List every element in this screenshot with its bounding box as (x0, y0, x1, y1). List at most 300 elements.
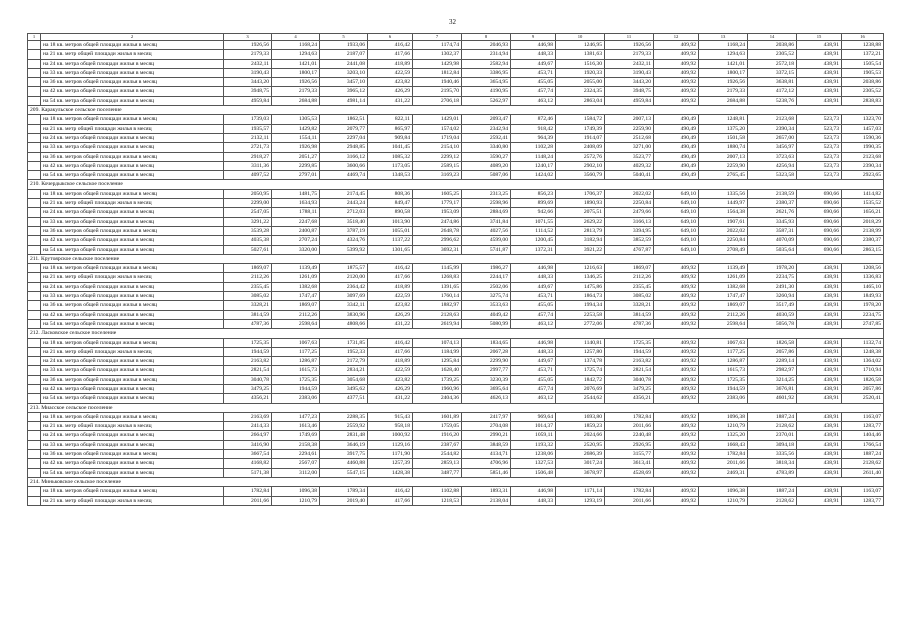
value-cell: 2417,97 (462, 412, 511, 421)
value-cell: 1184,99 (413, 347, 462, 356)
value-cell: 1429,01 (413, 115, 462, 124)
value-cell: 438,91 (797, 357, 842, 366)
value-cell: 463,12 (511, 319, 556, 328)
value-cell: 1014,37 (511, 422, 556, 431)
value-cell: 1782,84 (605, 487, 654, 496)
section-title: 213. Миасское сельское поселение (28, 403, 884, 412)
value-cell: 1168,24 (272, 41, 320, 50)
value-cell: 1327,53 (511, 459, 556, 468)
value-cell: 2057,86 (842, 384, 884, 393)
value-cell: 1601,89 (413, 412, 462, 421)
row-label: на 33 кв. метра общей площади жилья в месяц (41, 217, 224, 226)
row-number-cell (28, 273, 41, 282)
value-cell: 1725,35 (605, 338, 654, 347)
value-cell: 1760,14 (413, 292, 462, 301)
value-cell: 1725,35 (272, 375, 320, 384)
table-row (28, 496, 884, 505)
value-cell: 2299,90 (462, 357, 511, 366)
section-title: 211. Крутоярское сельское поселение (28, 254, 884, 263)
table-row (28, 199, 884, 208)
value-cell: 2383,06 (272, 394, 320, 403)
value-cell: 2474,86 (413, 217, 462, 226)
value-cell: 5238,76 (748, 96, 797, 105)
value-cell: 438,91 (797, 468, 842, 477)
value-cell: 1990,35 (842, 143, 884, 152)
value-cell: 1800,17 (272, 68, 320, 77)
value-cell: 2019,40 (320, 496, 368, 505)
value-cell: 3169,23 (413, 171, 462, 180)
value-cell: 856,23 (511, 189, 556, 198)
value-cell: 1719,04 (413, 133, 462, 142)
section-row (28, 403, 884, 412)
table-row (28, 292, 884, 301)
value-cell: 409,92 (654, 50, 699, 59)
value-cell: 1940,46 (413, 78, 462, 87)
value-cell: 3190,43 (605, 68, 654, 77)
value-cell: 1335,56 (699, 189, 748, 198)
value-cell: 1348,53 (368, 171, 413, 180)
value-cell: 1193,32 (511, 440, 556, 449)
table-row (28, 50, 884, 59)
value-cell: 453,71 (511, 366, 556, 375)
value-cell: 490,49 (654, 133, 699, 142)
value-cell: 1725,74 (556, 366, 605, 375)
value-cell: 2380,37 (748, 199, 797, 208)
row-label: на 33 кв. метра общей площади жилья в месяц (41, 366, 224, 375)
value-cell: 1590,36 (842, 133, 884, 142)
row-number-cell (28, 50, 41, 59)
value-cell: 2138,99 (842, 226, 884, 235)
value-cell: 2441,08 (320, 59, 368, 68)
row-number-cell (28, 96, 41, 105)
value-cell: 2250,84 (605, 199, 654, 208)
value-cell: 2520,41 (842, 394, 884, 403)
value-cell: 2112,26 (605, 273, 654, 282)
value-cell: 2288,35 (320, 412, 368, 421)
row-label: на 21 кв. метр общей площади жилья в месяц (41, 273, 224, 282)
value-cell: 2259,90 (699, 161, 748, 170)
value-cell: 2997,77 (462, 366, 511, 375)
value-cell: 1114,52 (511, 226, 556, 235)
column-number: 3 (224, 34, 272, 41)
value-cell: 2582,94 (462, 59, 511, 68)
value-cell: 3814,59 (605, 310, 654, 319)
tariff-table (27, 33, 884, 506)
row-number-cell (28, 292, 41, 301)
value-cell: 2404,36 (413, 394, 462, 403)
value-cell: 1177,25 (699, 347, 748, 356)
value-cell: 1102,28 (511, 143, 556, 152)
column-number: 15 (797, 34, 842, 41)
value-cell: 2704,08 (462, 422, 511, 431)
value-cell: 2657,00 (748, 133, 797, 142)
value-cell: 3921,22 (556, 245, 605, 254)
table-row (28, 357, 884, 366)
value-cell: 3386,95 (462, 68, 511, 77)
value-cell: 4783,89 (748, 468, 797, 477)
table-row (28, 338, 884, 347)
value-cell: 438,91 (797, 282, 842, 291)
value-cell: 1301,65 (368, 245, 413, 254)
value-cell: 2432,11 (224, 59, 272, 68)
value-cell: 4469,74 (320, 171, 368, 180)
value-cell: 4190,95 (462, 87, 511, 96)
value-cell: 4030,59 (748, 310, 797, 319)
value-cell: 438,91 (797, 68, 842, 77)
value-cell: 1404,46 (842, 431, 884, 440)
table-row (28, 161, 884, 170)
value-cell: 2120,00 (320, 273, 368, 282)
value-cell: 2863,04 (556, 96, 605, 105)
value-cell: 449,67 (511, 59, 556, 68)
value-cell: 431,22 (368, 394, 413, 403)
table-row (28, 394, 884, 403)
value-cell: 2813,79 (556, 226, 605, 235)
value-cell: 1137,22 (368, 236, 413, 245)
value-cell: 431,22 (368, 319, 413, 328)
value-cell: 690,66 (797, 245, 842, 254)
value-cell: 2772,06 (556, 319, 605, 328)
value-cell: 3560,79 (556, 171, 605, 180)
value-cell: 2093,47 (462, 115, 511, 124)
value-cell: 438,91 (797, 292, 842, 301)
value-cell: 1800,17 (699, 68, 748, 77)
value-cell: 3848,59 (462, 440, 511, 449)
value-cell: 418,89 (368, 59, 413, 68)
value-cell: 3260,94 (748, 292, 797, 301)
value-cell: 1766,54 (842, 440, 884, 449)
value-cell: 438,91 (797, 487, 842, 496)
value-cell: 1429,98 (413, 59, 462, 68)
value-cell: 5851,46 (462, 468, 511, 477)
value-cell: 649,10 (654, 217, 699, 226)
value-cell: 1725,35 (224, 338, 272, 347)
value-cell: 2400,87 (272, 226, 320, 235)
value-cell: 808,36 (368, 189, 413, 198)
value-cell: 409,92 (654, 450, 699, 459)
value-cell: 423,82 (368, 375, 413, 384)
row-number-cell (28, 264, 41, 273)
row-label: на 54 кв. метра общей площади жилья в месяц (41, 319, 224, 328)
value-cell: 1887,24 (748, 412, 797, 421)
value-cell: 1248,38 (842, 347, 884, 356)
value-cell: 2567,07 (272, 459, 320, 468)
row-number-cell (28, 422, 41, 431)
table-row (28, 459, 884, 468)
column-number: 16 (842, 34, 884, 41)
value-cell: 2721,73 (224, 143, 272, 152)
page-number: 32 (449, 18, 456, 26)
value-cell: 2512,68 (605, 133, 654, 142)
value-cell: 2234,75 (748, 273, 797, 282)
value-cell: 3479,25 (605, 384, 654, 393)
value-cell: 453,71 (511, 292, 556, 301)
column-number: 6 (368, 34, 413, 41)
row-label: на 24 кв. метра общей площади жилья в месяц (41, 133, 224, 142)
value-cell: 2380,37 (842, 236, 884, 245)
value-cell: 3443,20 (605, 78, 654, 87)
value-cell: 5040,41 (605, 171, 654, 180)
table-row (28, 78, 884, 87)
row-label: на 21 кв. метр общей площади жилья в месяц (41, 496, 224, 505)
value-cell: 690,66 (797, 236, 842, 245)
value-cell: 438,91 (797, 87, 842, 96)
value-cell: 1428,38 (368, 468, 413, 477)
section-row (28, 329, 884, 338)
value-cell: 3695,64 (462, 384, 511, 393)
row-label: на 21 кв. метр общей площади жилья в месяц (41, 347, 224, 356)
value-cell: 1960,96 (413, 384, 462, 393)
value-cell: 2884,69 (462, 208, 511, 217)
value-cell: 490,49 (654, 124, 699, 133)
row-number-cell (28, 143, 41, 152)
value-cell: 409,92 (654, 96, 699, 105)
value-cell: 899,69 (511, 199, 556, 208)
value-cell: 2982,97 (748, 366, 797, 375)
value-cell: 426,29 (368, 384, 413, 393)
value-cell: 1238,88 (842, 41, 884, 50)
value-cell: 422,59 (368, 292, 413, 301)
row-label: на 24 кв. метра общей площади жилья в месяц (41, 208, 224, 217)
value-cell: 3523,77 (605, 152, 654, 161)
header-row (28, 34, 884, 41)
value-cell: 1535,52 (842, 199, 884, 208)
value-cell: 649,10 (654, 208, 699, 217)
value-cell: 3443,20 (224, 78, 272, 87)
value-cell: 1421,01 (699, 59, 748, 68)
value-cell: 438,91 (797, 273, 842, 282)
value-cell: 2297,04 (320, 133, 368, 142)
value-cell: 2314,94 (462, 50, 511, 59)
value-cell: 1246,95 (556, 41, 605, 50)
value-cell: 3678,97 (556, 468, 605, 477)
value-cell: 3112,00 (272, 468, 320, 477)
value-cell: 1174,74 (413, 41, 462, 50)
value-cell: 2747,85 (842, 319, 884, 328)
value-cell: 490,49 (654, 161, 699, 170)
value-cell: 4767,87 (605, 245, 654, 254)
value-cell: 690,66 (797, 226, 842, 235)
value-cell: 4070,09 (748, 236, 797, 245)
value-cell: 2544,82 (413, 450, 462, 459)
value-cell: 4035,38 (224, 236, 272, 245)
value-cell: 2075,51 (556, 208, 605, 217)
row-number-cell (28, 468, 41, 477)
value-cell: 4356,21 (224, 394, 272, 403)
table-row (28, 189, 884, 198)
value-cell: 3590,27 (462, 152, 511, 161)
value-cell: 2479,66 (605, 208, 654, 217)
value-cell: 523,73 (797, 124, 842, 133)
value-cell: 438,91 (797, 338, 842, 347)
row-label: на 42 кв. метра общей площади жилья в месяц (41, 236, 224, 245)
value-cell: 3155,77 (605, 450, 654, 459)
value-cell: 1864,73 (556, 292, 605, 301)
value-cell: 1812,84 (413, 68, 462, 77)
value-cell: 1749,69 (272, 431, 320, 440)
table-row (28, 124, 884, 133)
value-cell: 1424,02 (511, 171, 556, 180)
value-cell: 2305,52 (842, 87, 884, 96)
section-row (28, 254, 884, 263)
row-label: на 54 кв. метра общей площади жилья в месяц (41, 468, 224, 477)
table-row (28, 208, 884, 217)
value-cell: 409,92 (654, 366, 699, 375)
value-cell: 1218,53 (413, 496, 462, 505)
value-cell: 490,49 (654, 115, 699, 124)
value-cell: 448,33 (511, 347, 556, 356)
value-cell: 438,91 (797, 347, 842, 356)
value-cell: 1826,58 (842, 375, 884, 384)
value-cell: 2926,95 (605, 440, 654, 449)
value-cell: 1293,19 (556, 496, 605, 505)
value-cell: 1477,23 (272, 412, 320, 421)
value-cell: 3372,15 (748, 68, 797, 77)
value-cell: 2390,34 (842, 161, 884, 170)
value-cell: 3692,31 (413, 245, 462, 254)
value-cell: 4168,82 (224, 459, 272, 468)
row-label: на 42 кв. метра общей площади жилья в месяц (41, 310, 224, 319)
value-cell: 2128,62 (748, 496, 797, 505)
value-cell: 3600,66 (320, 161, 368, 170)
value-cell: 822,11 (368, 115, 413, 124)
value-cell: 1163,07 (842, 487, 884, 496)
value-cell: 1926,56 (699, 78, 748, 87)
value-cell: 2163,82 (605, 357, 654, 366)
value-cell: 2138,04 (462, 496, 511, 505)
value-cell: 3271,00 (605, 143, 654, 152)
value-cell: 2007,13 (699, 152, 748, 161)
value-cell: 418,89 (368, 357, 413, 366)
value-cell: 3495,62 (320, 384, 368, 393)
value-cell: 2132,11 (224, 133, 272, 142)
value-cell: 2547,05 (224, 208, 272, 217)
value-cell: 438,91 (797, 59, 842, 68)
value-cell: 3094,18 (748, 440, 797, 449)
value-cell: 1421,01 (272, 59, 320, 68)
row-number-cell (28, 124, 41, 133)
value-cell: 1177,25 (272, 347, 320, 356)
value-cell: 2076,69 (556, 384, 605, 393)
value-cell: 1842,72 (556, 375, 605, 384)
value-cell: 2996,62 (413, 236, 462, 245)
value-cell: 3230,39 (462, 375, 511, 384)
row-number-cell (28, 68, 41, 77)
value-cell: 1381,63 (556, 50, 605, 59)
value-cell: 2821,54 (605, 366, 654, 375)
value-cell: 463,12 (511, 96, 556, 105)
value-cell: 2299,12 (413, 152, 462, 161)
table-row (28, 468, 884, 477)
value-cell: 409,92 (654, 338, 699, 347)
value-cell: 2112,26 (272, 310, 320, 319)
value-cell: 872,46 (511, 115, 556, 124)
row-number-cell (28, 338, 41, 347)
value-cell: 2948,85 (320, 143, 368, 152)
value-cell: 2174,45 (320, 189, 368, 198)
value-cell: 423,82 (368, 301, 413, 310)
column-number: 5 (320, 34, 368, 41)
table-row (28, 310, 884, 319)
value-cell: 1481,75 (272, 189, 320, 198)
row-label: на 54 кв. метра общей площади жилья в месяц (41, 96, 224, 105)
value-cell: 2050,95 (224, 189, 272, 198)
value-cell: 2408,09 (556, 143, 605, 152)
value-cell: 1916,20 (413, 431, 462, 440)
row-number-cell (28, 217, 41, 226)
value-cell: 409,92 (654, 347, 699, 356)
table-row (28, 375, 884, 384)
value-cell: 2018,29 (842, 217, 884, 226)
value-cell: 2299,85 (272, 161, 320, 170)
value-cell: 3017,24 (556, 459, 605, 468)
value-cell: 1506,48 (511, 468, 556, 477)
value-cell: 2684,88 (699, 96, 748, 105)
value-cell: 1055,01 (368, 226, 413, 235)
value-cell: 1375,20 (699, 124, 748, 133)
value-cell: 438,91 (797, 375, 842, 384)
row-number-cell (28, 394, 41, 403)
value-cell: 4049,42 (462, 310, 511, 319)
value-cell: 1859,23 (556, 422, 605, 431)
table-row (28, 282, 884, 291)
value-cell: 409,92 (654, 375, 699, 384)
value-cell: 1261,09 (272, 273, 320, 282)
value-cell: 3965,12 (320, 87, 368, 96)
value-cell: 1346,25 (556, 273, 605, 282)
value-cell: 2055,00 (556, 78, 605, 87)
value-cell: 3340,80 (462, 143, 511, 152)
value-cell: 2024,66 (556, 431, 605, 440)
value-cell: 1000,92 (368, 431, 413, 440)
table-row (28, 412, 884, 421)
value-cell: 446,98 (511, 338, 556, 347)
value-cell: 1013,90 (368, 217, 413, 226)
value-cell: 409,92 (654, 459, 699, 468)
value-cell: 1457,03 (842, 124, 884, 133)
value-cell: 2502,06 (462, 282, 511, 291)
value-cell: 3830,96 (320, 310, 368, 319)
value-cell: 3646,19 (320, 440, 368, 449)
value-cell: 2923,65 (842, 171, 884, 180)
value-cell: 1739,25 (413, 375, 462, 384)
value-cell: 1163,07 (842, 412, 884, 421)
value-cell: 4808,66 (320, 319, 368, 328)
row-number-cell (28, 384, 41, 393)
value-cell: 3613,41 (605, 459, 654, 468)
value-cell: 416,42 (368, 264, 413, 273)
value-cell: 409,92 (654, 357, 699, 366)
value-cell: 2163,69 (224, 412, 272, 421)
value-cell: 409,92 (654, 394, 699, 403)
value-cell: 2589,15 (413, 161, 462, 170)
value-cell: 1208,56 (842, 264, 884, 273)
row-label: на 33 кв. метра общей площади жилья в месяц (41, 292, 224, 301)
row-number-cell (28, 115, 41, 124)
value-cell: 649,10 (654, 226, 699, 235)
value-cell: 1725,35 (699, 375, 748, 384)
value-cell: 2299,00 (224, 199, 272, 208)
value-cell: 2863,15 (842, 245, 884, 254)
value-cell: 1336,83 (842, 273, 884, 282)
value-cell: 3085,02 (605, 292, 654, 301)
row-number-cell (28, 431, 41, 440)
value-cell: 1887,24 (842, 450, 884, 459)
value-cell: 2821,54 (224, 366, 272, 375)
row-label: на 18 кв. метров общей площади жилья в месяц (41, 189, 224, 198)
value-cell: 1382,68 (699, 282, 748, 291)
value-cell: 2611,40 (842, 468, 884, 477)
